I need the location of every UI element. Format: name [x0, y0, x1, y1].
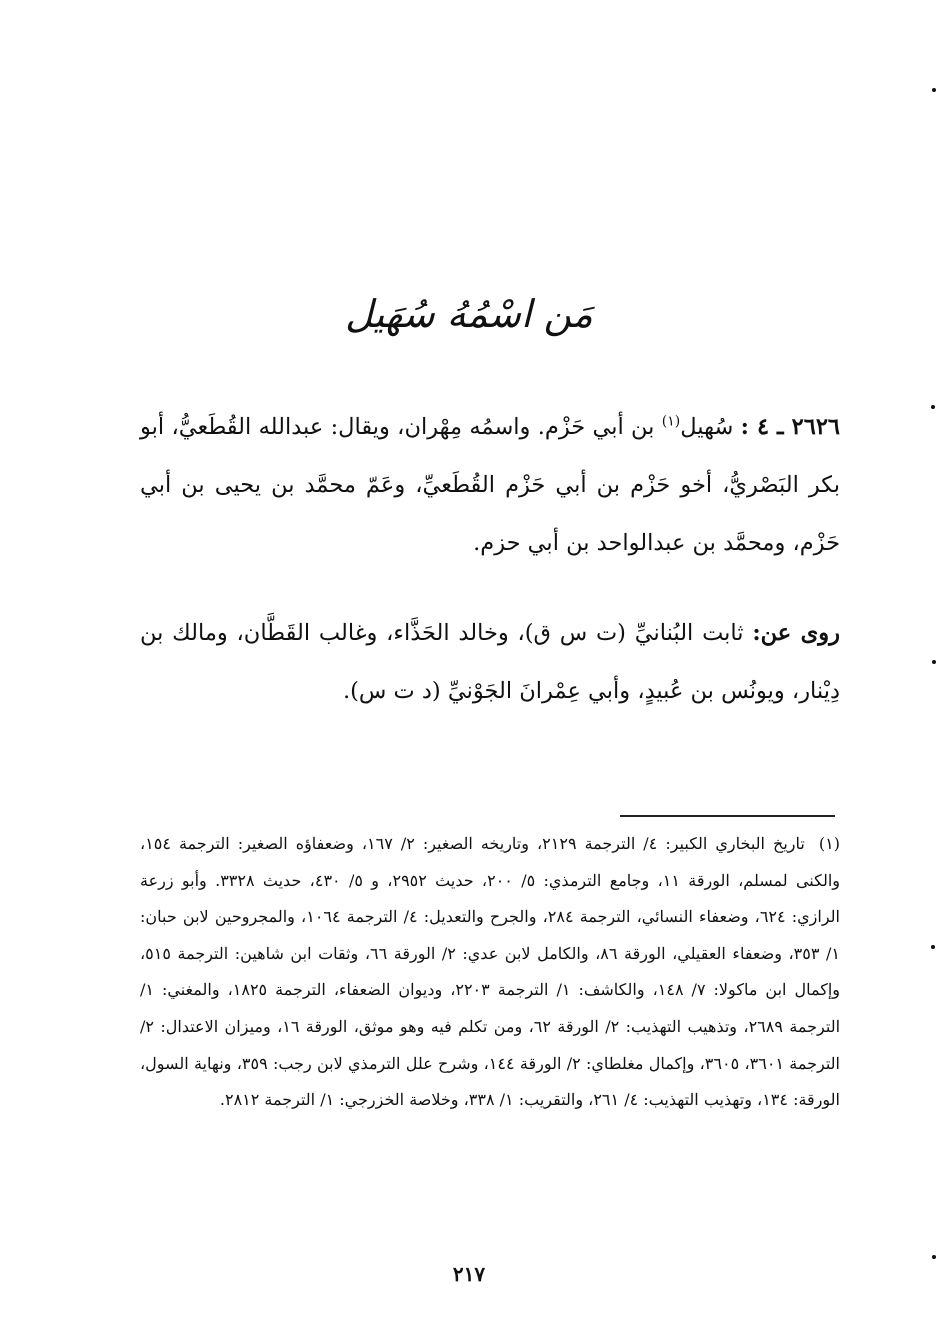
entry-number: ٢٦٢٦ ـ ٤ : — [740, 414, 840, 440]
page-number: ٢١٧ — [452, 1262, 486, 1286]
footnote-divider — [620, 815, 835, 817]
scan-mark — [932, 1255, 936, 1259]
scan-mark — [931, 945, 935, 949]
footnote-text: تاريخ البخاري الكبير: ٤/ الترجمة ٢١٢٩، وتاريخه الصغير: ٢/ ١٦٧، وضعفاؤه الصغير: الترجمة ١٥٤، والكنى لمسلم، الورقة ١١، وجامع الترمذي: ٥/ ٢٠٠، حديث ٢٩٥٢، و ٥/ ٤٣٠، حديث ٣٣٢٨. وأبو زرعة الرازي: ٦٢٤، وضعفاء النسائي، الترجمة ٢٨٤، والجرح والتعديل: ٤/ الترجمة ١٠٦٤، والمجروحين لابن حبان: ١/ ٣٥٣، وضعفاء العقيلي، الورقة ٨٦، والكامل لابن عدي: ٢/ الورقة ٦٦، وثقات ابن شاهين: الترجمة ٥١٥، وإكمال ابن ماكولا: ٧/ ١٤٨، والكاشف: ١/ الترجمة ٢٢٠٣، وديوان الضعفاء، الترجمة ١٨٢٥، والمغني: ١/ الترجمة ٢٦٨٩، وتذهيب التهذيب: ٢/ الورقة ٦٢، ومن تكلم فيه وهو موثق، الورقة ١٦، وميزان الاعتدال: ٢/ الترجمة ٣٦٠١، ٣٦٠٥، وإكمال مغلطاي: ٢/ الورقة ١٤٤، وشرح علل الترمذي لابن رجب: ٣٥٩، ونهاية السول، الورقة: ١٣٤، وتهذيب التهذيب: ٤/ ٢٦١، والتقريب: ١/ ٣٣٨، وخلاصة الخزرجي: ١/ الترجمة ٢٨١٢. — [140, 834, 841, 1110]
footnote-number: (١) — [818, 834, 840, 853]
footnote — [140, 826, 840, 1119]
scan-mark — [932, 660, 936, 664]
narrated-from-paragraph — [140, 604, 840, 720]
entry-text: بن أبي حَزْم. واسمُه مِهْران، ويقال: عبدالله القُطَعيُّ، أبو بكر البَصْريُّ، أخو حَزْم بن أبي حَزْم القُطَعيِّ، وعَمّ محمَّد بن يحيى بن أبي حَزْم، ومحمَّد بن عبدالواحد بن أبي حزم. — [140, 414, 840, 556]
footnote-reference: (١) — [661, 413, 681, 430]
narrated-from-text: ثابت البُنانيِّ (ت س ق)، وخالد الحَذَّاء، وغالب القَطَّان، ومالك بن دِيْنار، ويونُس بن عُبيدٍ، وأبي عِمْرانَ الجَوْنيِّ (د ت س). — [140, 620, 840, 704]
scan-mark — [932, 88, 936, 92]
scan-mark — [931, 405, 935, 409]
entry-name: سُهيل — [680, 414, 734, 440]
narrated-from-label: روى عن: — [752, 620, 840, 646]
section-heading: مَن اسْمُهُ سُهَيل — [345, 292, 593, 336]
biography-entry — [140, 398, 840, 572]
